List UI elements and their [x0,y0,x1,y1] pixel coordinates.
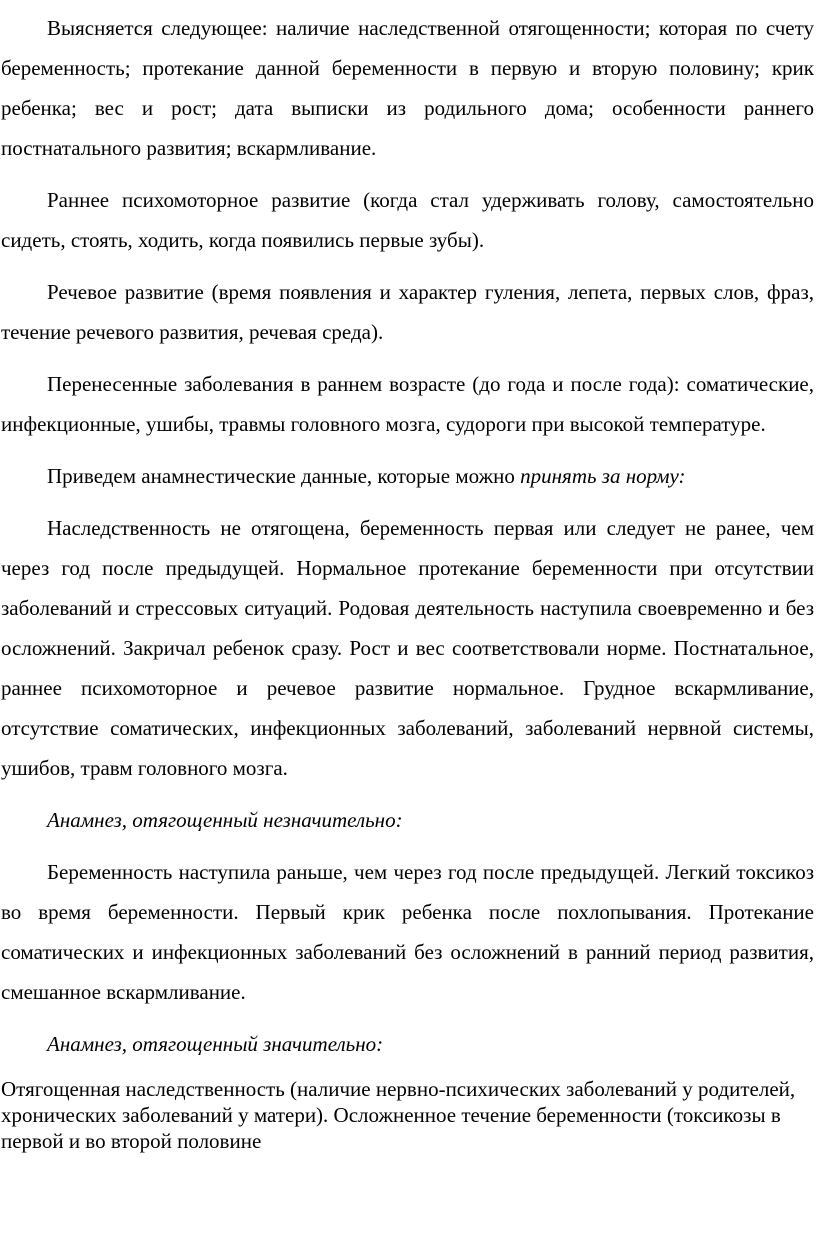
paragraph-norm-intro [1,456,814,496]
paragraph-past-diseases: Перенесенные заболевания в раннем возрасте (до года и после года): соматические, инфекционные, ушибы, травмы головного мозга, судороги при высокой температуре. [1,372,814,436]
paragraph-significantly-burdened: Отягощенная наследственность (наличие нервно-психических заболеваний у родителей, хронических заболеваний у матери). Осложненное течение беременности (токсикозы в первой и во второй половине [1,1077,796,1153]
paragraph-anamnesis-items: Выясняется следующее: наличие наследственной отягощенности; которая по счету беременность; протекание данной беременности в первую и вторую половину; крик ребенка; вес и рост; дата выписки из родильного дома; особенности раннего постнатального развития; вскармливание. [1,16,814,160]
paragraph-slightly-burdened: Беременность наступила раньше, чем через год после предыдущей. Легкий токсикоз во время беременности. Первый крик ребенка после похлопывания. Протекание соматических и инфекционных заболеваний без осложнений в ранний период развития, смешанное вскармливание. [1,860,814,1004]
heading-significantly-burdened: Анамнез, отягощенный значительно: [47,1032,384,1056]
paragraph-speech-development: Речевое развитие (время появления и характер гуления, лепета, первых слов, фраз, течение речевого развития, речевая среда). [1,280,814,344]
paragraph-normal-anamnesis: Наследственность не отягощена, беременность первая или следует не ранее, чем через год после предыдущей. Нормальное протекание беременности при отсутствии заболеваний и стрессовых ситуаций. Родовая деятельность наступила своевременно и без осложнений. Закричал ребенок сразу. Рост и вес соответствовали норме. Постнатальное, раннее психомоторное и речевое развитие нормальное. Грудное вскармливание, отсутствие соматических, инфекционных заболеваний, заболеваний нервной системы, ушибов, травм головного мозга. [1,516,814,780]
paragraph-psychomotor-development: Раннее психомоторное развитие (когда стал удерживать голову, самостоятельно сидеть, стоять, ходить, когда появились первые зубы). [1,188,814,252]
norm-intro-text: Приведем анамнестические данные, которые можно [47,464,521,488]
heading-slightly-burdened: Анамнез, отягощенный незначительно: [47,808,403,832]
norm-intro-emphasis: принять за норму: [520,464,686,488]
